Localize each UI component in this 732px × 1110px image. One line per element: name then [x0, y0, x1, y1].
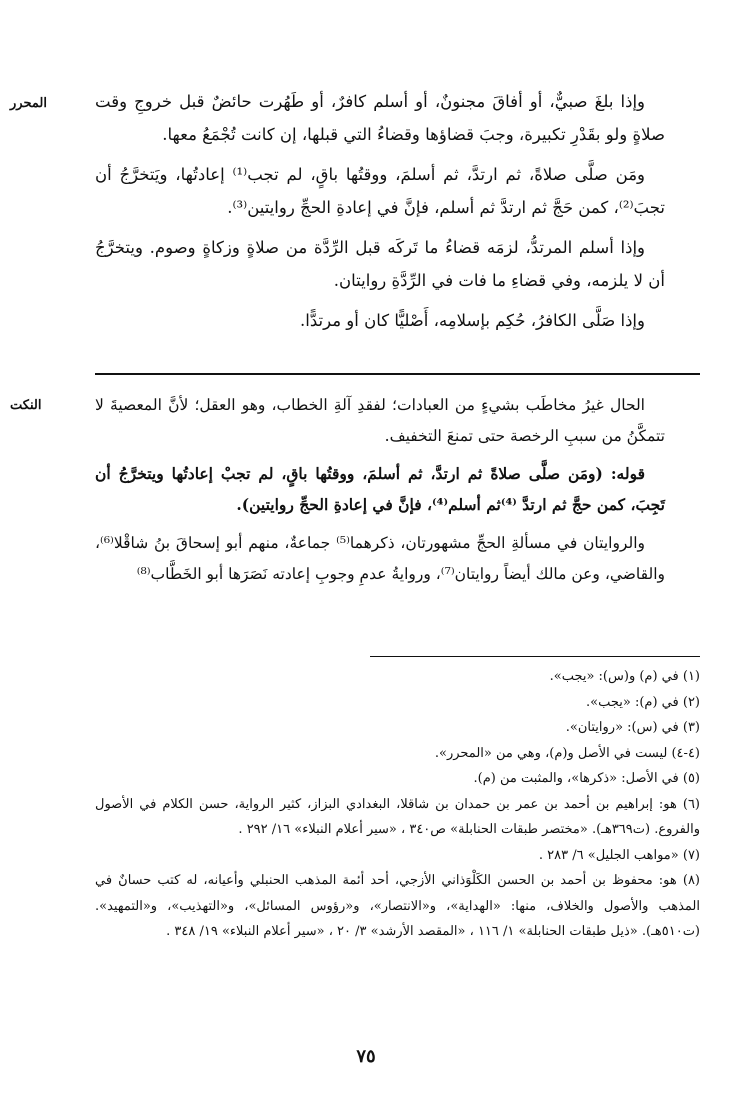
- footnote-2: (٢) في (م): «يجب».: [586, 694, 700, 710]
- muharrar-paragraph-2: ومَن صلَّى صلاةً، ثم ارتدَّ، ثم أسلمَ، ووقتُها باقٍ، لم تجب⁽¹⁾ إعادتُها، ويَتخرَّجُ أن تجبَ⁽²⁾، كمن حَجَّ ثم ارتدَّ ثم أسلم، فإنَّ في إعادةِ الحجِّ روايتين⁽³⁾.: [95, 165, 665, 217]
- nukat-paragraph-3: والروايتان في مسألةِ الحجِّ مشهورتان، ذكرهما⁽⁵⁾ جماعةٌ، منهم أبو إسحاقَ بنُ شاقْلا⁽⁶⁾، والقاضي، وعن مالك أيضاً روايتان⁽⁷⁾، وروايةُ عدمِ وجوبِ إعادته نَصَرَها أبو الخَطَّاب⁽⁸⁾: [95, 534, 665, 583]
- nukat-paragraph-1: الحال غيرُ مخاطَب بشيءٍ من العبادات؛ لفقدِ آلةِ الخطاب، وهو العقل؛ لأنَّ المعصيةَ لا تتمكَّنُ من سببِ الرخصة حتى تمنعَ التخفيف.: [95, 396, 665, 445]
- footnote-8: (٨) هو: محفوظ بن أحمد بن الحسن الكَلْوَذاني الأزجي، أحد أئمة المذهب الحنبلي وأعيانه، له كتب حسانٌ في المذهب والأصول والخلاف، منها: «الهداية»، و«الانتصار»، و«رؤوس المسائل»، و«التهذيب»، و«التمهيد». (ت٥١٠هـ). «ذيل طبقات الحنابلة» ١/ ١١٦ ، «المقصد الأرشد» ٣/ ٢٠ ، «سير أعلام النبلاء» ١٩/ ٣٤٨ .: [95, 873, 700, 939]
- footnote-1: (١) في (م) و(س): «يجب».: [549, 669, 700, 684]
- label-muharrar: المحرر: [10, 96, 47, 111]
- footnote-divider: [370, 656, 700, 657]
- footnotes: [95, 664, 700, 945]
- footnote-3: (٣) في (س): «روايتان».: [565, 720, 700, 735]
- muharrar-section: [95, 86, 665, 346]
- page-number: ٧٥: [356, 1046, 376, 1067]
- label-nukat: النكت: [10, 398, 42, 413]
- nukat-paragraph-2: قوله: (ومَن صلَّى صلاةً ثم ارتدَّ، ثم أسلمَ، ووقتُها باقٍ، لم تجبْ إعادتُها ويتخرَّجُ أن تَجِبَ، كمن حجَّ ثم ارتدَّ ⁽⁴⁾ثم أسلم⁽⁴⁾، فإنَّ في إعادةِ الحجِّ روايتين).: [95, 464, 665, 514]
- footnote-5: (٥) في الأصل: «ذكرها»، والمثبت من (م).: [473, 771, 700, 786]
- footnote-7: (٧) «مواهب الجليل» ٦/ ٢٨٣ .: [538, 847, 700, 863]
- footnote-6: (٦) هو: إبراهيم بن أحمد بن عمر بن حمدان بن شاقلا، البغدادي البزاز، كثير الرواية، حسن الكلام في الأصول والفروع. (ت٣٦٩هـ). «مختصر طبقات الحنابلة» ص٣٤٠ ، «سير أعلام النبلاء» ١٦/ ٢٩٢ .: [95, 796, 700, 837]
- footnote-4: (٤-٤) ليست في الأصل و(م)، وهي من «المحرر».: [434, 745, 700, 761]
- muharrar-paragraph-1: وإذا بلغَ صبيٌّ، أو أفاقَ مجنونٌ، أو أسلم كافرٌ، أو طَهُرت حائضٌ قبل خروجِ وقت صلاةٍ ولو بقَدْرِ تكبيرة، وجبَ قضاؤها وقضاءُ التي قبلها، إن كانت تُجْمَعُ معها.: [95, 92, 665, 144]
- muharrar-paragraph-3: وإذا أسلم المرتدُّ، لزمَه قضاءُ ما تَركَه قبل الرِّدَّة من صلاةٍ وزكاةٍ وصوم. ويتخرَّجُ أن لا يلزمه، وفي قضاءِ ما فات في الرِّدَّةِ روايتان.: [95, 238, 665, 290]
- muharrar-paragraph-4: وإذا صَلَّى الكافرُ، حُكِم بإسلامِه، أَصْليًّا كان أو مرتدًّا.: [300, 311, 645, 330]
- section-divider: [95, 373, 700, 375]
- nukat-section: [95, 390, 665, 597]
